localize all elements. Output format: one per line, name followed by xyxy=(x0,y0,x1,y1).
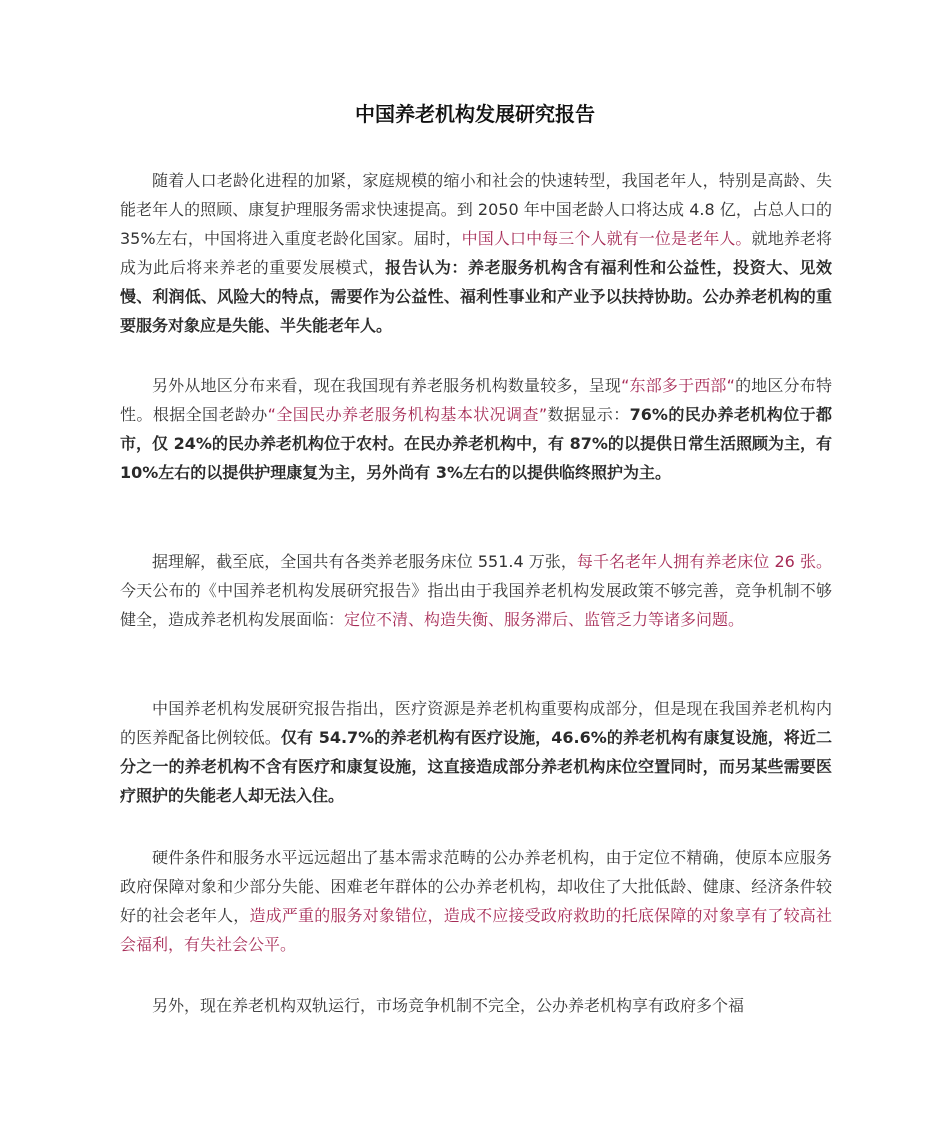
paragraph-3-segment-3: 今天公布的《中国养老机构发展研究报告》指出由于我国养老机构发展政策不够完善，竞争机制不够健全，造成养老机构发展面临： xyxy=(120,581,832,629)
paragraph-2-segment-6: 76%的民办养老机构位于都市，仅 24%的民办养老机构位于农村。在民办养老机构中，有 87%的以提供日常生活照顾为主，有 10%左右的以提供护理康复为主，另外尚有 3%左右的以提供临终照护为主。 xyxy=(120,405,832,482)
paragraph-2-segment-4: “全国民办养老服务机构基本状况调查” xyxy=(267,405,548,424)
paragraph-1-segment-2: 中国人口中每三个人就有一位是老年人。 xyxy=(461,229,752,248)
paragraph-2-segment-1: 另外从地区分布来看，现在我国现有养老服务机构数量较多，呈现 xyxy=(152,376,622,395)
paragraph-4 xyxy=(120,694,832,810)
paragraph-1-segment-4: 报告认为：养老服务机构含有福利性和公益性，投资大、见效慢、利润低、风险大的特点，需要作为公益性、福利性事业和产业予以扶持协助。公办养老机构的重要服务对象应是失能、半失能老年人。 xyxy=(120,258,832,335)
paragraph-6 xyxy=(120,991,832,1020)
paragraph-2-segment-2: “东部多于西部“ xyxy=(621,376,735,395)
paragraph-3 xyxy=(120,547,832,634)
paragraph-1-segment-1: 随着人口老龄化进程的加紧，家庭规模的缩小和社会的快速转型，我国老年人，特别是高龄、失能老年人的照顾、康复护理服务需求快速提高。到 2050 年中国老龄人口将达成 4.8 亿，占总人口的 35%左右，中国将进入重度老龄化国家。届时， xyxy=(120,171,832,248)
paragraph-6-segment-1: 另外，现在养老机构双轨运行，市场竞争机制不完全，公办养老机构享有政府多个福 xyxy=(152,996,745,1015)
paragraph-5-segment-1: 硬件条件和服务水平远远超出了基本需求范畴的公办养老机构，由于定位不精确，使原本应服务政府保障对象和少部分失能、困难老年群体的公办养老机构，却收住了大批低龄、健康、经济条件较好的社会老年人， xyxy=(120,848,832,925)
paragraph-2-segment-5: 数据显示： xyxy=(547,405,630,424)
paragraph-5-segment-2: 造成严重的服务对象错位，造成不应接受政府救助的托底保障的对象享有了较高社会福利，有失社会公平。 xyxy=(120,906,832,954)
paragraph-3-segment-2: 每千名老年人拥有养老床位 26 张。 xyxy=(576,552,832,571)
paragraph-1 xyxy=(120,166,832,340)
paragraph-5 xyxy=(120,843,832,959)
paragraph-4-segment-1: 中国养老机构发展研究报告指出，医疗资源是养老机构重要构成部分，但是现在我国养老机构内的医养配备比例较低。 xyxy=(120,699,832,747)
paragraph-3-segment-1: 据理解，截至底，全国共有各类养老服务床位 551.4 万张， xyxy=(152,552,577,571)
paragraph-1-segment-3: 就地养老将成为此后将来养老的重要发展模式， xyxy=(120,229,832,277)
paragraph-3-segment-4: 定位不清、构造失衡、服务滞后、监管乏力等诸多问题。 xyxy=(344,610,745,629)
paragraph-2-segment-3: 的地区分布特性。根据全国老龄办 xyxy=(120,376,832,424)
paragraph-2 xyxy=(120,371,832,487)
document-title: 中国养老机构发展研究报告 xyxy=(355,102,595,126)
paragraph-4-segment-2: 仅有 54.7%的养老机构有医疗设施，46.6%的养老机构有康复设施，将近二分之一的养老机构不含有医疗和康复设施，这直接造成部分养老机构床位空置同时，而另某些需要医疗照护的失能老人却无法入住。 xyxy=(120,728,832,805)
